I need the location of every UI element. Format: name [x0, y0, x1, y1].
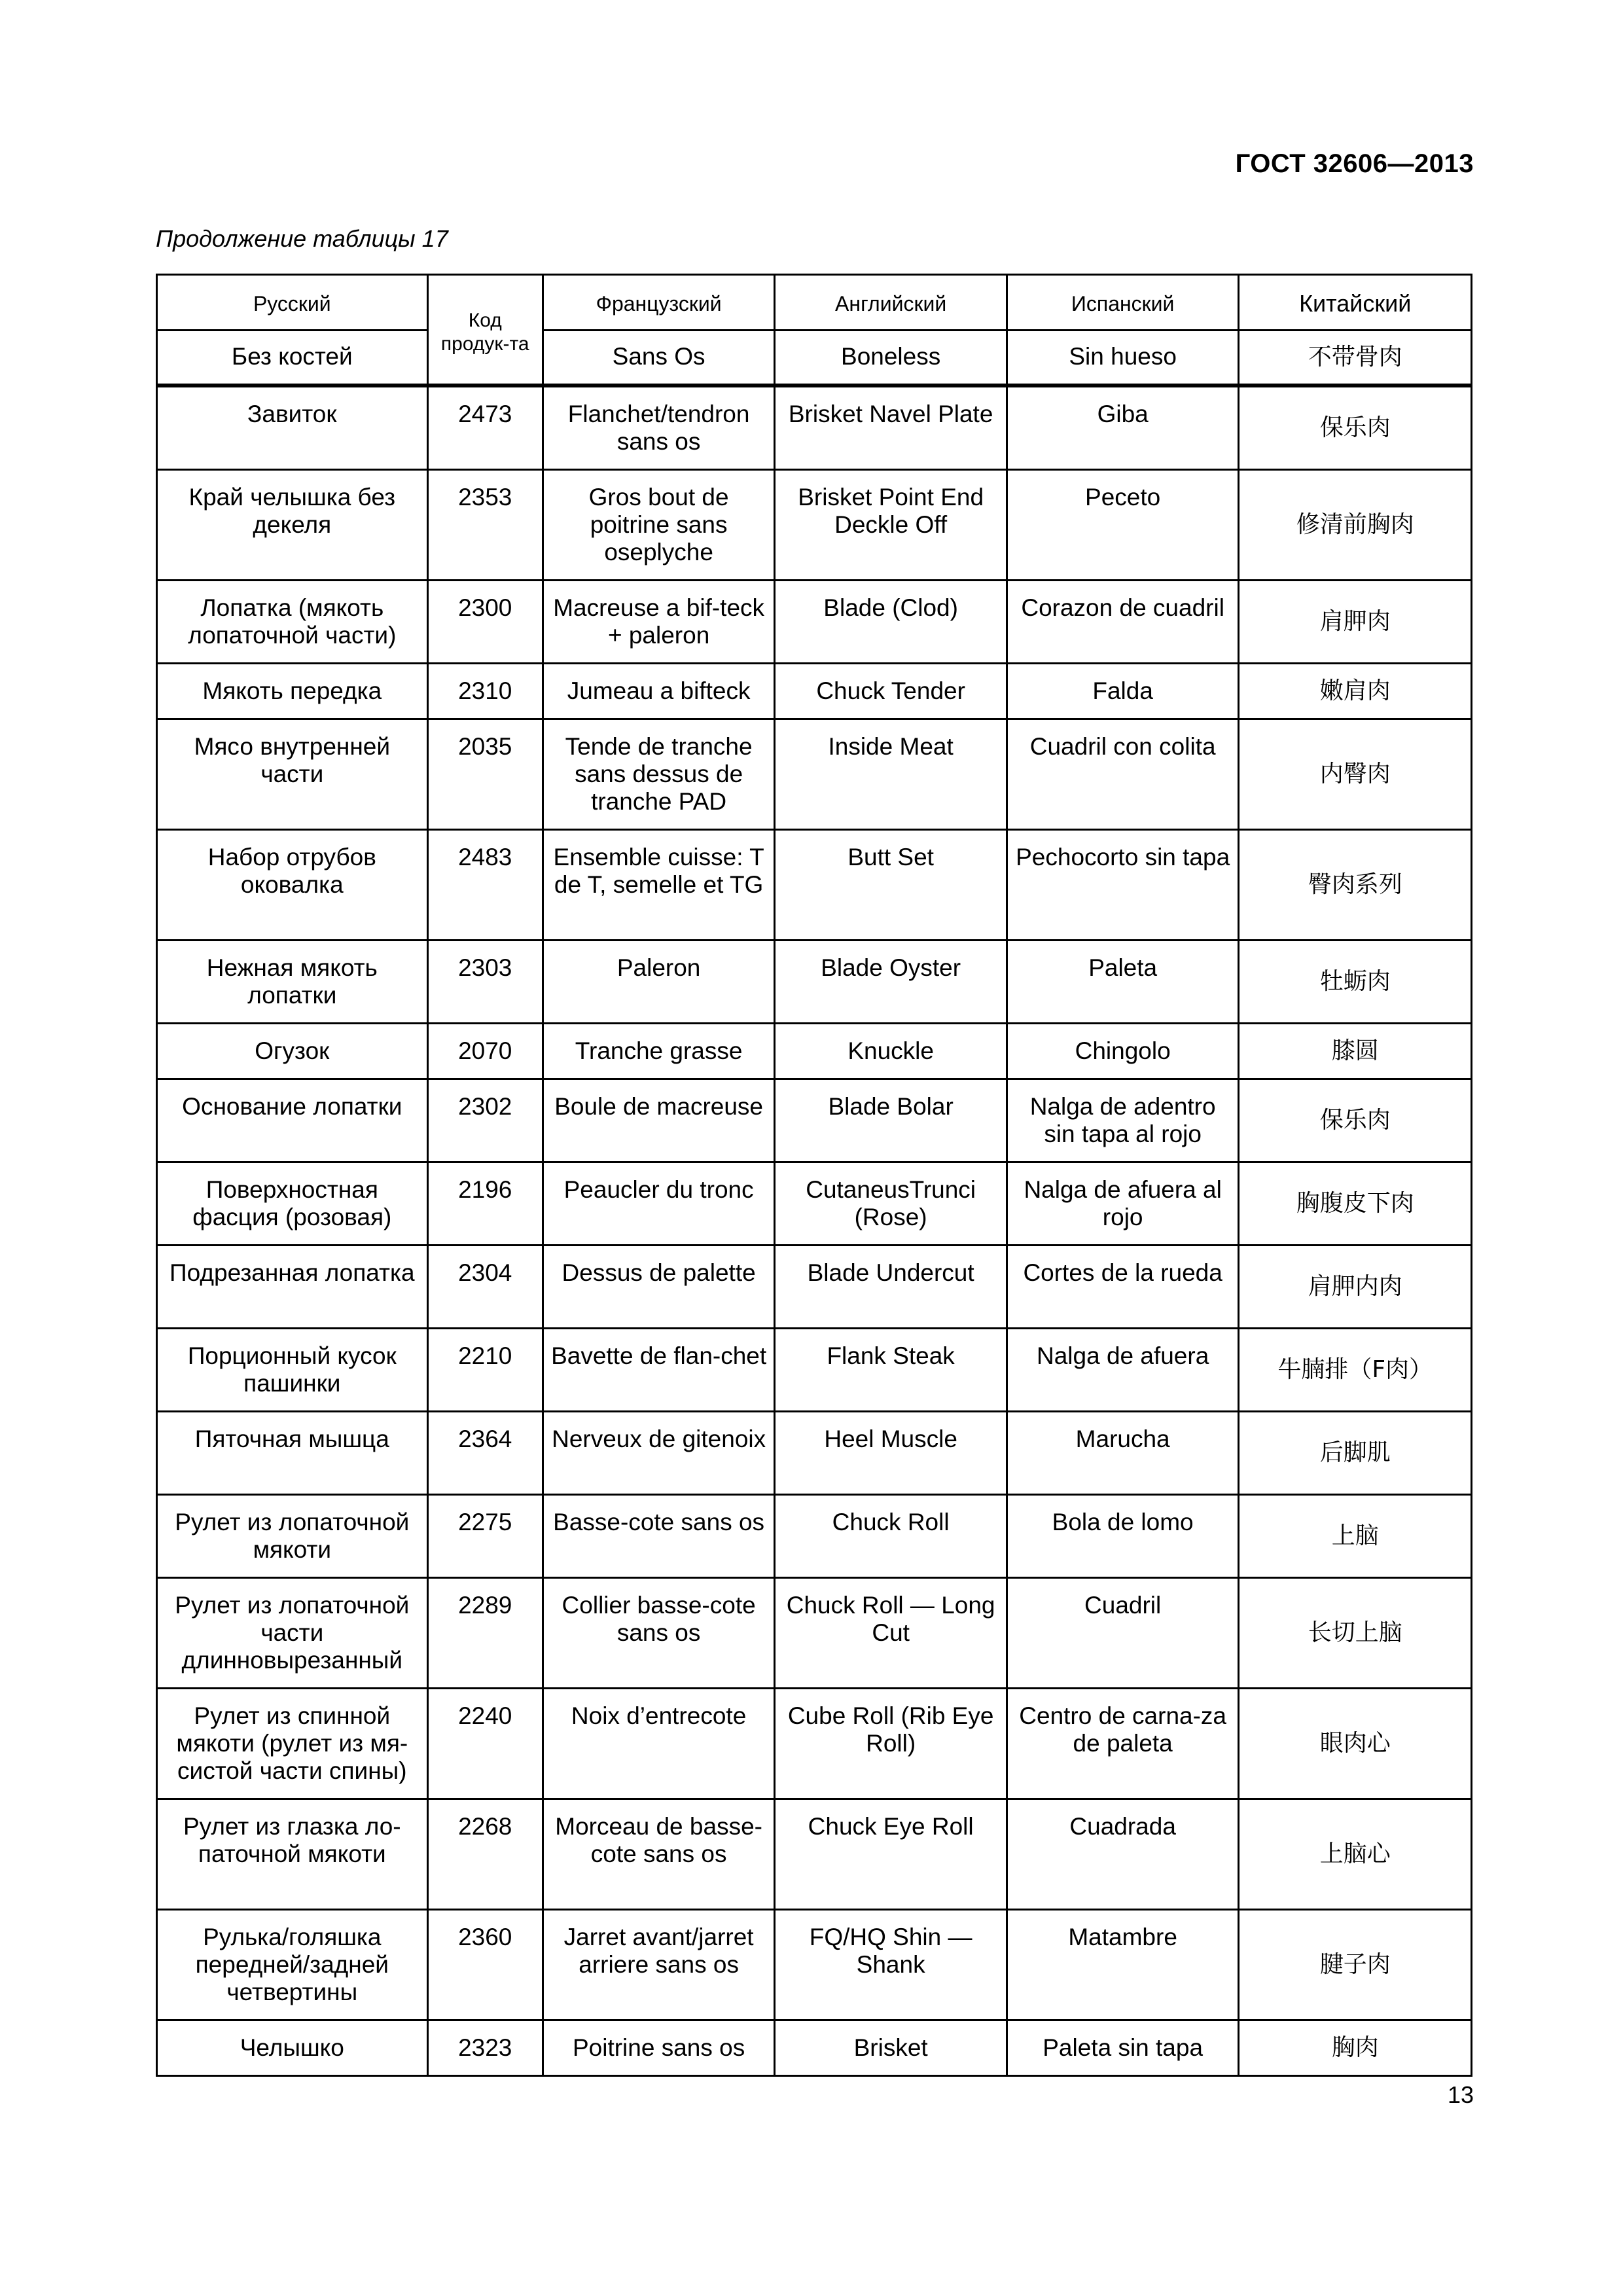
col-header-fr: Французский	[543, 275, 775, 331]
cell-es: Matambre	[1007, 1910, 1239, 2020]
cell-code: 2364	[427, 1412, 543, 1495]
cell-es: Cuadril con colita	[1007, 719, 1239, 830]
cell-fr: Flanchet/tendron sans os	[543, 387, 775, 470]
cell-en: Heel Muscle	[775, 1412, 1007, 1495]
cell-zh: 臀肉系列	[1239, 830, 1472, 941]
cell-fr: Dessus de palette	[543, 1246, 775, 1329]
cell-zh: 胸肉	[1239, 2020, 1472, 2076]
cell-es: Nalga de afuera	[1007, 1329, 1239, 1412]
cell-ru: Рулет из глазка ло-паточной мякоти	[157, 1799, 428, 1910]
cell-ru: Огузок	[157, 1024, 428, 1079]
table-row	[157, 1246, 1472, 1329]
cell-zh: 上脑心	[1239, 1799, 1472, 1910]
table-row	[157, 1910, 1472, 2020]
cell-zh: 膝圆	[1239, 1024, 1472, 1079]
cell-ru: Мякоть передка	[157, 664, 428, 719]
cell-fr: Gros bout de poitrine sans oseplуche	[543, 470, 775, 581]
cell-zh: 修清前胸肉	[1239, 470, 1472, 581]
table-row	[157, 941, 1472, 1024]
cell-en: Cube Roll (Rib Eye Roll)	[775, 1689, 1007, 1799]
cell-ru: Край челышка без декеля	[157, 470, 428, 581]
cell-en: Chuck Tender	[775, 664, 1007, 719]
cell-fr: Boule de macreuse	[543, 1079, 775, 1162]
cell-zh: 牡蛎肉	[1239, 941, 1472, 1024]
cell-zh: 保乐肉	[1239, 387, 1472, 470]
cell-fr: Noix d’entrecote	[543, 1689, 775, 1799]
cell-code: 2210	[427, 1329, 543, 1412]
cell-fr: Morceau de basse-cote sans os	[543, 1799, 775, 1910]
cell-ru: Набор отрубов оковалка	[157, 830, 428, 941]
table-row	[157, 1329, 1472, 1412]
cell-en: FQ/HQ Shin — Shank	[775, 1910, 1007, 2020]
subheader-fr: Sans Os	[543, 331, 775, 385]
cell-zh: 胸腹皮下肉	[1239, 1162, 1472, 1246]
subheader-row	[157, 331, 1472, 385]
cell-zh: 眼肉心	[1239, 1689, 1472, 1799]
cell-ru: Основание лопатки	[157, 1079, 428, 1162]
cell-zh: 肩胛内肉	[1239, 1246, 1472, 1329]
cell-es: Nalga de adentro sin tapa al rojo	[1007, 1079, 1239, 1162]
cell-code: 2473	[427, 387, 543, 470]
page-number: 13	[1447, 2081, 1474, 2108]
table-row	[157, 664, 1472, 719]
cell-fr: Peaucler du tronc	[543, 1162, 775, 1246]
cell-zh: 腱子肉	[1239, 1910, 1472, 2020]
cell-es: Paleta sin tapa	[1007, 2020, 1239, 2076]
table-row	[157, 1799, 1472, 1910]
cell-es: Paleta	[1007, 941, 1239, 1024]
cell-en: Blade Undercut	[775, 1246, 1007, 1329]
table-row	[157, 1495, 1472, 1578]
cell-zh: 长切上脑	[1239, 1578, 1472, 1689]
cell-zh: 保乐肉	[1239, 1079, 1472, 1162]
cell-en: Knuckle	[775, 1024, 1007, 1079]
cell-code: 2304	[427, 1246, 543, 1329]
col-header-code: Код продук-та	[427, 275, 543, 385]
cell-code: 2300	[427, 581, 543, 664]
cell-ru: Лопатка (мякоть лопаточной части)	[157, 581, 428, 664]
col-header-es: Испанский	[1007, 275, 1239, 331]
cell-zh: 嫩肩肉	[1239, 664, 1472, 719]
cell-ru: Поверхностная фасция (розовая)	[157, 1162, 428, 1246]
table-row	[157, 1689, 1472, 1799]
cell-en: Blade Bolar	[775, 1079, 1007, 1162]
cell-fr: Poitrine sans os	[543, 2020, 775, 2076]
col-header-en: Английский	[775, 275, 1007, 331]
cell-es: Cortes de la rueda	[1007, 1246, 1239, 1329]
table-row	[157, 830, 1472, 941]
table-row	[157, 1412, 1472, 1495]
cell-code: 2353	[427, 470, 543, 581]
subheader-ru: Без костей	[157, 331, 428, 385]
cell-fr: Nerveux de gitenoix	[543, 1412, 775, 1495]
cell-ru: Рулет из лопаточной части длинновырезанный	[157, 1578, 428, 1689]
cell-es: Peceto	[1007, 470, 1239, 581]
cell-ru: Рулет из лопаточной мякоти	[157, 1495, 428, 1578]
cell-fr: Collier basse-cote sans os	[543, 1578, 775, 1689]
cell-code: 2310	[427, 664, 543, 719]
cell-en: Brisket Navel Plate	[775, 387, 1007, 470]
cell-code: 2035	[427, 719, 543, 830]
cell-en: Brisket	[775, 2020, 1007, 2076]
cell-fr: Jumeau a bifteck	[543, 664, 775, 719]
cell-en: Blade (Clod)	[775, 581, 1007, 664]
table-row	[157, 1578, 1472, 1689]
standard-code: ГОСТ 32606—2013	[1235, 149, 1474, 178]
cell-fr: Bavette de flan-chet	[543, 1329, 775, 1412]
terms-table	[156, 274, 1472, 2077]
cell-ru: Подрезанная лопатка	[157, 1246, 428, 1329]
cell-es: Falda	[1007, 664, 1239, 719]
cell-es: Bola de lomo	[1007, 1495, 1239, 1578]
cell-code: 2323	[427, 2020, 543, 2076]
col-header-ru: Русский	[157, 275, 428, 331]
cell-en: Butt Set	[775, 830, 1007, 941]
cell-en: Blade Oyster	[775, 941, 1007, 1024]
table-row	[157, 387, 1472, 470]
cell-ru: Рулька/голяшка передней/задней четвертины	[157, 1910, 428, 2020]
cell-en: Inside Meat	[775, 719, 1007, 830]
cell-es: Pechocorto sin tapa	[1007, 830, 1239, 941]
table-row	[157, 2020, 1472, 2076]
cell-ru: Нежная мякоть лопатки	[157, 941, 428, 1024]
cell-es: Cuadrada	[1007, 1799, 1239, 1910]
cell-code: 2303	[427, 941, 543, 1024]
subheader-es: Sin hueso	[1007, 331, 1239, 385]
cell-code: 2070	[427, 1024, 543, 1079]
cell-code: 2275	[427, 1495, 543, 1578]
cell-fr: Tranche grasse	[543, 1024, 775, 1079]
cell-code: 2196	[427, 1162, 543, 1246]
table-caption: Продолжение таблицы 17	[156, 225, 448, 252]
cell-es: Cuadril	[1007, 1578, 1239, 1689]
cell-fr: Basse-cote sans os	[543, 1495, 775, 1578]
subheader-zh: 不带骨肉	[1239, 331, 1472, 385]
cell-en: Flank Steak	[775, 1329, 1007, 1412]
header-row	[157, 275, 1472, 331]
col-header-zh: Китайский	[1239, 275, 1472, 331]
table-row	[157, 719, 1472, 830]
cell-es: Centro de carna-za de paleta	[1007, 1689, 1239, 1799]
cell-code: 2360	[427, 1910, 543, 2020]
cell-zh: 牛腩排（F肉）	[1239, 1329, 1472, 1412]
cell-fr: Paleron	[543, 941, 775, 1024]
cell-code: 2240	[427, 1689, 543, 1799]
cell-es: Giba	[1007, 387, 1239, 470]
cell-zh: 上脑	[1239, 1495, 1472, 1578]
cell-ru: Челышко	[157, 2020, 428, 2076]
cell-en: Chuck Eye Roll	[775, 1799, 1007, 1910]
cell-ru: Порционный кусок пашинки	[157, 1329, 428, 1412]
cell-en: CutaneusTrunci (Rose)	[775, 1162, 1007, 1246]
cell-es: Corazon de cuadril	[1007, 581, 1239, 664]
cell-ru: Рулет из спинной мякоти (рулет из мя-систой части спины)	[157, 1689, 428, 1799]
table-row	[157, 1079, 1472, 1162]
table-row	[157, 1162, 1472, 1246]
cell-en: Chuck Roll	[775, 1495, 1007, 1578]
cell-zh: 肩胛肉	[1239, 581, 1472, 664]
cell-es: Marucha	[1007, 1412, 1239, 1495]
cell-es: Chingolo	[1007, 1024, 1239, 1079]
table-row	[157, 470, 1472, 581]
cell-code: 2483	[427, 830, 543, 941]
cell-en: Chuck Roll — Long Cut	[775, 1578, 1007, 1689]
cell-zh: 后脚肌	[1239, 1412, 1472, 1495]
cell-es: Nalga de afuera al rojo	[1007, 1162, 1239, 1246]
table-row	[157, 1024, 1472, 1079]
cell-fr: Ensemble cuisse: T de T, semelle et TG	[543, 830, 775, 941]
cell-code: 2302	[427, 1079, 543, 1162]
cell-fr: Tende de tranche sans dessus de tranche PAD	[543, 719, 775, 830]
cell-ru: Завиток	[157, 387, 428, 470]
cell-en: Brisket Point End Deckle Off	[775, 470, 1007, 581]
cell-fr: Macreuse a bif-teck + paleron	[543, 581, 775, 664]
cell-ru: Пяточная мышца	[157, 1412, 428, 1495]
cell-fr: Jarret avant/jarret arriere sans os	[543, 1910, 775, 2020]
table-row	[157, 581, 1472, 664]
subheader-en: Boneless	[775, 331, 1007, 385]
cell-code: 2289	[427, 1578, 543, 1689]
cell-code: 2268	[427, 1799, 543, 1910]
cell-zh: 内臀肉	[1239, 719, 1472, 830]
cell-ru: Мясо внутренней части	[157, 719, 428, 830]
